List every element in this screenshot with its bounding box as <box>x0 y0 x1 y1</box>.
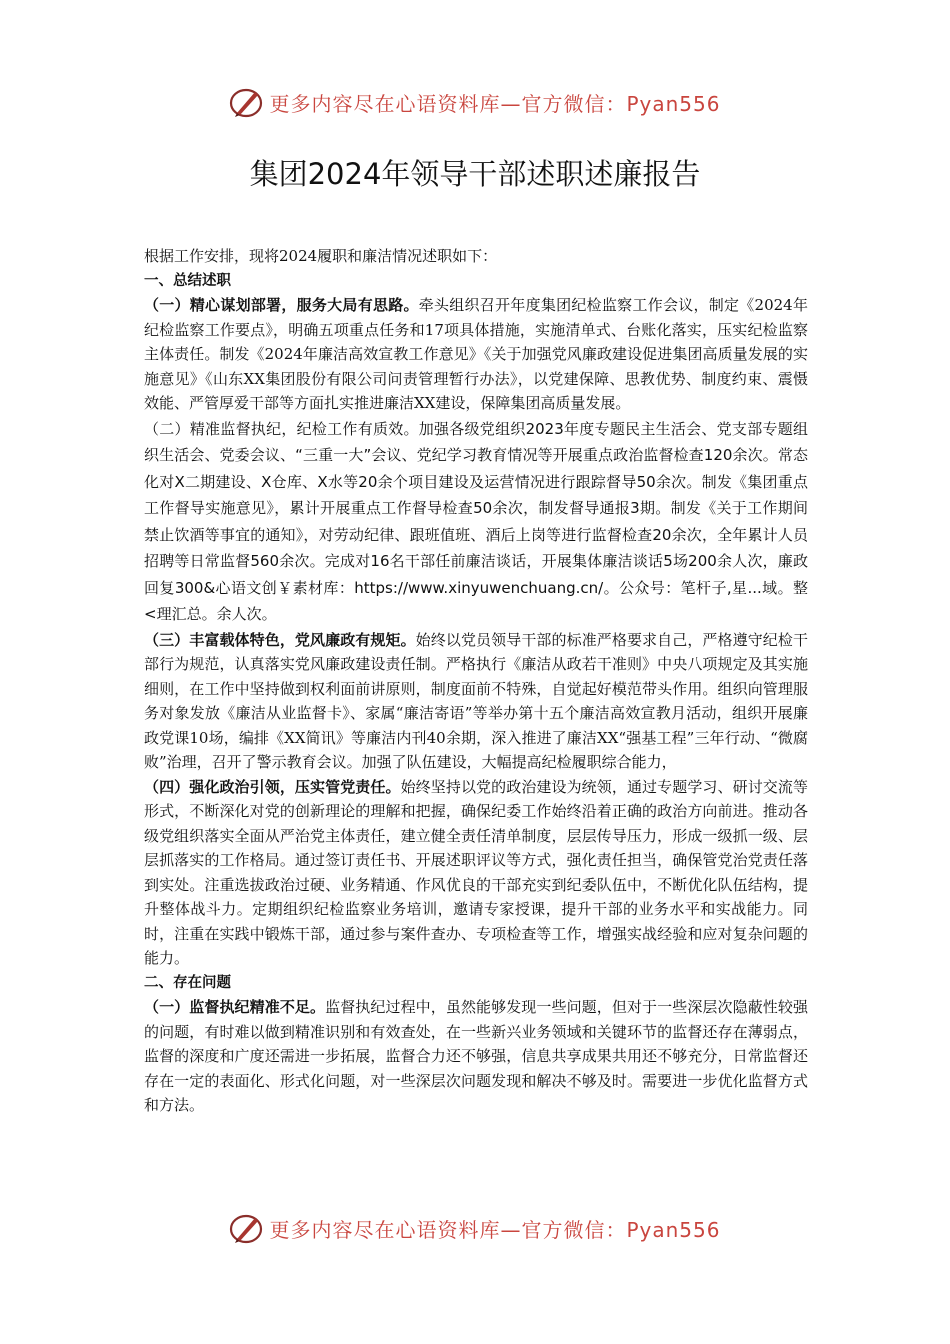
header-banner <box>0 82 950 122</box>
paragraph-body: 牵头组织召开年度集团纪检监察工作会议，制定《2024年纪检监察工作要点》，明确五项重点任务和17项具体措施，实施清单式、台账化落实，压实纪检监察主体责任。制发《2024年廉洁高效宣教工作意见》《关于加强党风廉政建设促进集团高质量发展的实施意见》《山东XX集团股份有限公司问责管理暂行办法》，以党建保障、思教优势、制度约束、震慑效能、严管厚爱干部等方面扎实推进廉洁XX建设，保障集团高质量发展。 <box>144 296 808 412</box>
paragraph-lead: （一）精心谋划部署，服务大局有思路。 <box>144 296 419 314</box>
banner-text: 更多内容尽在心语资料库—官方微信：Pyan556 <box>269 91 721 116</box>
intro-paragraph: 根据工作安排，现将2024履职和廉洁情况述职如下： <box>144 247 498 265</box>
pen-logo-icon <box>229 86 263 118</box>
document-body <box>144 244 808 1118</box>
paragraph-political <box>144 775 808 971</box>
section-heading-problems: 二、存在问题 <box>144 974 231 991</box>
paragraph-body: 始终坚持以党的政治建设为统领，通过专题学习、研讨交流等形式，不断深化对党的创新理论的理解和把握，确保纪委工作始终沿着正确的政治方向前进。推动各级党组织落实全面从严治党主体责任，建立健全责任清单制度，层层传导压力，形成一级抓一级、层层抓落实的工作格局。通过签订责任书、开展述职评议等方式，强化责任担当，确保管党治党责任落到实处。注重选拔政治过硬、业务精通、作风优良的干部充实到纪委队伍中，不断优化队伍结构，提升整体战斗力。定期组织纪检监察业务培训，邀请专家授课，提升干部的业务水平和实战能力。同时，注重在实践中锻炼干部，通过参与案件查办、专项检查等工作，增强实战经验和应对复杂问题的能力。 <box>144 777 808 967</box>
paragraph-body: 监督执纪过程中，虽然能够发现一些问题，但对于一些深层次隐蔽性较强的问题，有时难以做到精准识别和有效查处，在一些新兴业务领域和关键环节的监督还存在薄弱点，监督的深度和广度还需进一步拓展，监督合力还不够强，信息共享成果共用还不够充分，日常监督还存在一定的表面化、形式化问题，对一些深层次问题发现和解决不够及时。需要进一步优化监督方式和方法。 <box>144 998 808 1114</box>
paragraph-planning <box>144 293 808 416</box>
paragraph-carriers <box>144 628 808 775</box>
paragraph-body: 始终以党员领导干部的标准严格要求自己，严格遵守纪检干部行为规范，认真落实党风廉政建设责任制。严格执行《廉洁从政若干准则》中央八项规定及其实施细则，在工作中坚持做到权利面前讲原则，制度面前不特殊，自觉起好模范带头作用。组织向管理服务对象发放《廉洁从业监督卡》、家属“廉洁寄语”等举办第十五个廉洁高效宣教月活动，组织开展廉政党课10场，编排《XX简讯》等廉洁内刊40余期，深入推进了廉洁XX“强基工程”三年行动、“微腐败”治理，召开了警示教育会议。加强了队伍建设，大幅提高纪检履职综合能力， <box>144 630 808 771</box>
paragraph-lead: （三）丰富载体特色，党风廉政有规矩。 <box>144 630 416 649</box>
section-heading-summary: 一、总结述职 <box>144 272 231 289</box>
pen-logo-icon <box>229 1212 263 1244</box>
page-title: 集团2024年领导干部述职述廉报告 <box>249 157 701 191</box>
banner-text: 更多内容尽在心语资料库—官方微信：Pyan556 <box>269 1217 721 1242</box>
paragraph-supervision: （二）精准监督执纪，纪检工作有质效。加强各级党组织2023年度专题民主生活会、党支部专题组织生活会、党委会议、“三重一大”会议、党纪学习教育情况等开展重点政治监督检查120余次。常态化对X二期建设、X仓库、X水等20余个项目建设及运营情况进行跟踪督导50余次。制发《集团重点工作督导实施意见》，累计开展重点工作督导检查50余次，制发督导通报3期。制发《关于工作期间禁止饮酒等事宜的通知》，对劳动纪律、跟班值班、酒后上岗等进行监督检查20余次，全年累计人员招聘等日常监督560余次。完成对16名干部任前廉洁谈话，开展集体廉洁谈话5场200余人次，廉政回复300&心语文创￥素材库：https://www.xinyuwenchuang.cn/。公众号：笔杆子,星...域。整<理汇总。余人次。 <box>144 419 808 623</box>
footer-banner <box>0 1208 950 1248</box>
paragraph-problem-1 <box>144 995 808 1118</box>
paragraph-lead: （四）强化政治引领，压实管党责任。 <box>144 777 401 796</box>
paragraph-lead: （一）监督执纪精准不足。 <box>144 998 326 1016</box>
